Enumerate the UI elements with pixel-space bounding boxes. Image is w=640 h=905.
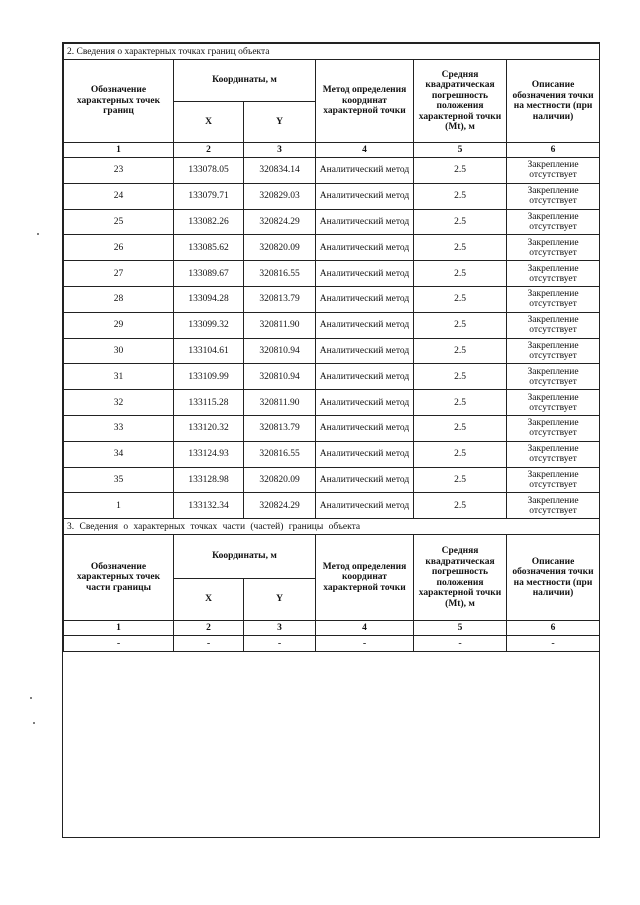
header-coordinates: Координаты, м bbox=[174, 535, 316, 579]
col-number: 1 bbox=[64, 143, 174, 158]
column-numbers-row bbox=[64, 143, 600, 158]
dash-cell: - bbox=[174, 636, 244, 652]
point-cell: 28 bbox=[64, 286, 174, 312]
method-cell: Аналитический метод bbox=[316, 312, 414, 338]
description-cell: Закрепление отсутствует bbox=[507, 183, 600, 209]
point-cell: 35 bbox=[64, 467, 174, 493]
dash-cell: - bbox=[316, 636, 414, 652]
x-coordinate-cell: 133104.61 bbox=[174, 338, 244, 364]
header-description: Описание обозначения точки на местности (при наличии) bbox=[507, 535, 600, 621]
x-coordinate-cell: 133094.28 bbox=[174, 286, 244, 312]
table-row bbox=[64, 338, 600, 364]
table-row bbox=[64, 364, 600, 390]
header-x: X bbox=[174, 102, 244, 143]
col-number: 5 bbox=[414, 621, 507, 636]
dash-cell: - bbox=[244, 636, 316, 652]
description-cell: Закрепление отсутствует bbox=[507, 493, 600, 519]
x-coordinate-cell: 133120.32 bbox=[174, 415, 244, 441]
col-number: 5 bbox=[414, 143, 507, 158]
table-row bbox=[64, 390, 600, 416]
error-cell: 2.5 bbox=[414, 493, 507, 519]
error-cell: 2.5 bbox=[414, 390, 507, 416]
method-cell: Аналитический метод bbox=[316, 158, 414, 184]
method-cell: Аналитический метод bbox=[316, 415, 414, 441]
description-cell: Закрепление отсутствует bbox=[507, 415, 600, 441]
dash-cell: - bbox=[64, 636, 174, 652]
col-number: 3 bbox=[244, 143, 316, 158]
x-coordinate-cell: 133115.28 bbox=[174, 390, 244, 416]
point-cell: 33 bbox=[64, 415, 174, 441]
col-number: 6 bbox=[507, 143, 600, 158]
section2-title: 2. Сведения о характерных точках границ объекта bbox=[64, 44, 600, 60]
error-cell: 2.5 bbox=[414, 364, 507, 390]
x-coordinate-cell: 133099.32 bbox=[174, 312, 244, 338]
x-coordinate-cell: 133082.26 bbox=[174, 209, 244, 235]
y-coordinate-cell: 320816.55 bbox=[244, 261, 316, 287]
method-cell: Аналитический метод bbox=[316, 493, 414, 519]
x-coordinate-cell: 133089.67 bbox=[174, 261, 244, 287]
table-row bbox=[64, 441, 600, 467]
table-row bbox=[64, 415, 600, 441]
section2-rows bbox=[64, 158, 600, 519]
error-cell: 2.5 bbox=[414, 183, 507, 209]
col-number: 6 bbox=[507, 621, 600, 636]
dash-cell: - bbox=[507, 636, 600, 652]
point-cell: 31 bbox=[64, 364, 174, 390]
x-coordinate-cell: 133079.71 bbox=[174, 183, 244, 209]
header-designation: Обозначение характерных точек границ bbox=[64, 60, 174, 143]
x-coordinate-cell: 133078.05 bbox=[174, 158, 244, 184]
col-number: 2 bbox=[174, 143, 244, 158]
method-cell: Аналитический метод bbox=[316, 235, 414, 261]
error-cell: 2.5 bbox=[414, 441, 507, 467]
method-cell: Аналитический метод bbox=[316, 261, 414, 287]
error-cell: 2.5 bbox=[414, 467, 507, 493]
error-cell: 2.5 bbox=[414, 209, 507, 235]
col-number: 4 bbox=[316, 143, 414, 158]
table-row bbox=[64, 467, 600, 493]
error-cell: 2.5 bbox=[414, 286, 507, 312]
point-cell: 32 bbox=[64, 390, 174, 416]
description-cell: Закрепление отсутствует bbox=[507, 441, 600, 467]
point-cell: 24 bbox=[64, 183, 174, 209]
description-cell: Закрепление отсутствует bbox=[507, 261, 600, 287]
col-number: 1 bbox=[64, 621, 174, 636]
y-coordinate-cell: 320810.94 bbox=[244, 338, 316, 364]
header-method: Метод определения координат характерной точки bbox=[316, 60, 414, 143]
empty-data-row bbox=[64, 636, 600, 652]
header-error: Средняя квадратическая погрешность положения характерной точки (Mt), м bbox=[414, 60, 507, 143]
y-coordinate-cell: 320810.94 bbox=[244, 364, 316, 390]
description-cell: Закрепление отсутствует bbox=[507, 364, 600, 390]
x-coordinate-cell: 133124.93 bbox=[174, 441, 244, 467]
method-cell: Аналитический метод bbox=[316, 441, 414, 467]
y-coordinate-cell: 320811.90 bbox=[244, 312, 316, 338]
y-coordinate-cell: 320824.29 bbox=[244, 209, 316, 235]
x-coordinate-cell: 133085.62 bbox=[174, 235, 244, 261]
header-error: Средняя квадратическая погрешность положения характерной точки (Mt), м bbox=[414, 535, 507, 621]
y-coordinate-cell: 320816.55 bbox=[244, 441, 316, 467]
table-row bbox=[64, 209, 600, 235]
header-method: Метод определения координат характерной точки bbox=[316, 535, 414, 621]
error-cell: 2.5 bbox=[414, 338, 507, 364]
point-cell: 1 bbox=[64, 493, 174, 519]
header-description: Описание обозначения точки на местности (при наличии) bbox=[507, 60, 600, 143]
description-cell: Закрепление отсутствует bbox=[507, 312, 600, 338]
scan-speck bbox=[30, 697, 32, 699]
col-number: 2 bbox=[174, 621, 244, 636]
point-cell: 30 bbox=[64, 338, 174, 364]
error-cell: 2.5 bbox=[414, 235, 507, 261]
col-number: 4 bbox=[316, 621, 414, 636]
header-designation: Обозначение характерных точек части границы bbox=[64, 535, 174, 621]
y-coordinate-cell: 320813.79 bbox=[244, 286, 316, 312]
y-coordinate-cell: 320820.09 bbox=[244, 235, 316, 261]
scan-speck bbox=[33, 722, 35, 724]
description-cell: Закрепление отсутствует bbox=[507, 286, 600, 312]
y-coordinate-cell: 320824.29 bbox=[244, 493, 316, 519]
method-cell: Аналитический метод bbox=[316, 338, 414, 364]
error-cell: 2.5 bbox=[414, 261, 507, 287]
table-row bbox=[64, 235, 600, 261]
table-row bbox=[64, 493, 600, 519]
method-cell: Аналитический метод bbox=[316, 286, 414, 312]
point-cell: 34 bbox=[64, 441, 174, 467]
header-y: Y bbox=[244, 579, 316, 621]
table-row bbox=[64, 158, 600, 184]
method-cell: Аналитический метод bbox=[316, 364, 414, 390]
method-cell: Аналитический метод bbox=[316, 390, 414, 416]
error-cell: 2.5 bbox=[414, 158, 507, 184]
description-cell: Закрепление отсутствует bbox=[507, 390, 600, 416]
scan-speck bbox=[37, 233, 39, 235]
y-coordinate-cell: 320829.03 bbox=[244, 183, 316, 209]
method-cell: Аналитический метод bbox=[316, 183, 414, 209]
section2-table bbox=[63, 43, 600, 519]
section3-title: 3. Сведения о характерных точках части (частей) границы объекта bbox=[64, 519, 600, 535]
point-cell: 26 bbox=[64, 235, 174, 261]
method-cell: Аналитический метод bbox=[316, 467, 414, 493]
description-cell: Закрепление отсутствует bbox=[507, 467, 600, 493]
description-cell: Закрепление отсутствует bbox=[507, 209, 600, 235]
description-cell: Закрепление отсутствует bbox=[507, 158, 600, 184]
table-row bbox=[64, 286, 600, 312]
y-coordinate-cell: 320834.14 bbox=[244, 158, 316, 184]
header-x: X bbox=[174, 579, 244, 621]
error-cell: 2.5 bbox=[414, 312, 507, 338]
x-coordinate-cell: 133132.34 bbox=[174, 493, 244, 519]
description-cell: Закрепление отсутствует bbox=[507, 235, 600, 261]
point-cell: 29 bbox=[64, 312, 174, 338]
header-y: Y bbox=[244, 102, 316, 143]
section3-table bbox=[63, 518, 600, 652]
description-cell: Закрепление отсутствует bbox=[507, 338, 600, 364]
y-coordinate-cell: 320820.09 bbox=[244, 467, 316, 493]
header-coordinates: Координаты, м bbox=[174, 60, 316, 102]
column-numbers-row bbox=[64, 621, 600, 636]
table-row bbox=[64, 183, 600, 209]
method-cell: Аналитический метод bbox=[316, 209, 414, 235]
point-cell: 25 bbox=[64, 209, 174, 235]
point-cell: 23 bbox=[64, 158, 174, 184]
document-frame bbox=[62, 42, 600, 838]
point-cell: 27 bbox=[64, 261, 174, 287]
table-row bbox=[64, 312, 600, 338]
x-coordinate-cell: 133128.98 bbox=[174, 467, 244, 493]
col-number: 3 bbox=[244, 621, 316, 636]
y-coordinate-cell: 320811.90 bbox=[244, 390, 316, 416]
y-coordinate-cell: 320813.79 bbox=[244, 415, 316, 441]
table-row bbox=[64, 261, 600, 287]
dash-cell: - bbox=[414, 636, 507, 652]
error-cell: 2.5 bbox=[414, 415, 507, 441]
x-coordinate-cell: 133109.99 bbox=[174, 364, 244, 390]
